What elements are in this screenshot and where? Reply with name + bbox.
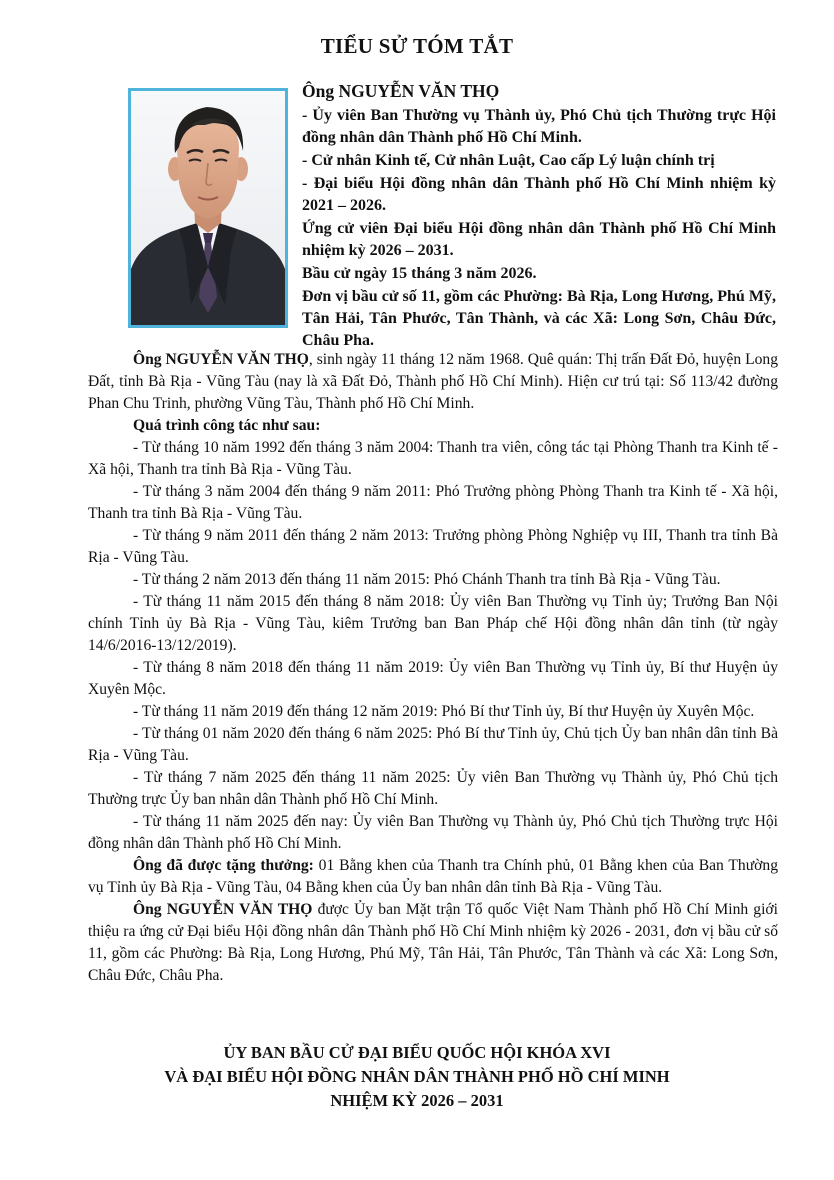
awards-paragraph: [88, 855, 778, 899]
career-item: - Từ tháng 8 năm 2018 đến tháng 11 năm 2019: Ủy viên Ban Thường vụ Tỉnh ủy, Bí thư Huyện ủy Xuyên Mộc.: [88, 659, 778, 698]
intro-text: , sinh ngày 11 tháng 12 năm 1968. Quê quán: Thị trấn Đất Đỏ, huyện Long Đất, tỉnh Bà Rịa - Vũng Tàu (nay là xã Đất Đỏ, Thành phố Hồ Chí Minh). Hiện cư trú tại: Số 113/42 đường Phan Chu Trinh, phường Vũng Tàu, Thành phố Hồ Chí Minh.: [88, 351, 778, 412]
page-title: TIỂU SỬ TÓM TẮT: [320, 34, 514, 58]
career-item: - Từ tháng 9 năm 2011 đến tháng 2 năm 2013: Trưởng phòng Phòng Nghiệp vụ III, Thanh tra tỉnh Bà Rịa - Vũng Tàu.: [88, 527, 778, 566]
career-item: - Từ tháng 3 năm 2004 đến tháng 9 năm 2011: Phó Trưởng phòng Phòng Thanh tra Kinh tế - Xã hội, Thanh tra tỉnh Bà Rịa - Vũng Tàu.: [88, 483, 778, 522]
portrait-illustration: [131, 91, 285, 325]
summary-line-position: - Ủy viên Ban Thường vụ Thành ủy, Phó Chủ tịch Thường trực Hội đồng nhân dân Thành phố Hồ Chí Minh.: [302, 107, 776, 146]
awards-text: 01 Bằng khen của Thanh tra Chính phủ, 01 Bằng khen của Ban Thường vụ Tỉnh ủy Bà Rịa - Vũng Tàu, 04 Bằng khen của Ủy ban nhân dân tỉnh Bà Rịa - Vũng Tàu.: [88, 857, 778, 896]
issuing-committee: [0, 1041, 834, 1113]
career-item: - Từ tháng 11 năm 2019 đến tháng 12 năm 2019: Phó Bí thư Tỉnh ủy, Bí thư Huyện ủy Xuyên Mộc.: [133, 703, 755, 720]
awards-label: Ông đã được tặng thưởng:: [133, 857, 314, 874]
committee-line-1: ỦY BAN BẦU CỬ ĐẠI BIỂU QUỐC HỘI KHÓA XVI: [223, 1043, 611, 1062]
intro-name: Ông NGUYỄN VĂN THỌ: [133, 351, 309, 368]
committee-line-3: NHIỆM KỲ 2026 – 2031: [330, 1091, 504, 1110]
career-item: - Từ tháng 11 năm 2025 đến nay: Ủy viên Ban Thường vụ Thành ủy, Phó Chủ tịch Thường trực Hội đồng nhân dân Thành phố Hồ Chí Minh.: [88, 813, 778, 852]
intro-paragraph: [88, 349, 778, 415]
committee-line-2: VÀ ĐẠI BIỂU HỘI ĐỒNG NHÂN DÂN THÀNH PHỐ HỒ CHÍ MINH: [164, 1067, 670, 1086]
candidate-name: Ông NGUYỄN VĂN THỌ: [302, 81, 500, 101]
summary-line-constituency: Đơn vị bầu cử số 11, gồm các Phường: Bà Rịa, Long Hương, Phú Mỹ, Tân Hải, Tân Phước, Tân Thành, và các Xã: Long Sơn, Châu Đức, Châu Pha.: [302, 288, 776, 349]
career-heading: Quá trình công tác như sau:: [133, 417, 321, 434]
career-item: - Từ tháng 2 năm 2013 đến tháng 11 năm 2015: Phó Chánh Thanh tra tỉnh Bà Rịa - Vũng Tàu.: [133, 571, 721, 588]
career-item: - Từ tháng 7 năm 2025 đến tháng 11 năm 2025: Ủy viên Ban Thường vụ Thành ủy, Phó Chủ tịch Thường trực Ủy ban nhân dân Thành phố Hồ Chí Minh.: [88, 769, 778, 808]
summary-line-education: - Cử nhân Kinh tế, Cử nhân Luật, Cao cấp Lý luận chính trị: [302, 152, 715, 169]
summary-line-current-term: - Đại biểu Hội đồng nhân dân Thành phố Hồ Chí Minh nhiệm kỳ 2021 – 2026.: [302, 175, 776, 214]
career-item: - Từ tháng 10 năm 1992 đến tháng 3 năm 2004: Thanh tra viên, công tác tại Phòng Thanh tra Kinh tế - Xã hội, Thanh tra tỉnh Bà Rịa - Vũng Tàu.: [88, 439, 778, 478]
biography-body: [88, 349, 778, 987]
career-item: - Từ tháng 01 năm 2020 đến tháng 6 năm 2025: Phó Bí thư Tỉnh ủy, Chủ tịch Ủy ban nhân dân tỉnh Bà Rịa - Vũng Tàu.: [88, 725, 778, 764]
closing-name: Ông NGUYỄN VĂN THỌ: [133, 901, 313, 918]
closing-text: được Ủy ban Mặt trận Tổ quốc Việt Nam Thành phố Hồ Chí Minh giới thiệu ra ứng cử Đại biểu Hội đồng nhân dân Thành phố Hồ Chí Minh nhiệm kỳ 2026 - 2031, đơn vị bầu cử số 11, gồm các Phường: Bà Rịa, Long Hương, Phú Mỹ, Tân Hải, Tân Phước, Tân Thành và các Xã: Long Sơn, Châu Đức, Châu Pha.: [88, 901, 779, 984]
candidate-summary: [302, 80, 776, 353]
portrait-photo: [128, 88, 288, 328]
career-item: - Từ tháng 11 năm 2015 đến tháng 8 năm 2018: Ủy viên Ban Thường vụ Tỉnh ủy; Trưởng Ban Nội chính Tỉnh ủy Bà Rịa - Vũng Tàu, kiêm Trưởng ban Ban Pháp chế Hội đồng nhân dân tỉnh (từ ngày 14/6/2016-13/12/2019).: [88, 593, 778, 654]
summary-line-election-date: Bầu cử ngày 15 tháng 3 năm 2026.: [302, 265, 537, 282]
summary-line-candidacy: Ứng cử viên Đại biểu Hội đồng nhân dân Thành phố Hồ Chí Minh nhiệm kỳ 2026 – 2031.: [302, 220, 776, 259]
closing-paragraph: [88, 899, 778, 987]
